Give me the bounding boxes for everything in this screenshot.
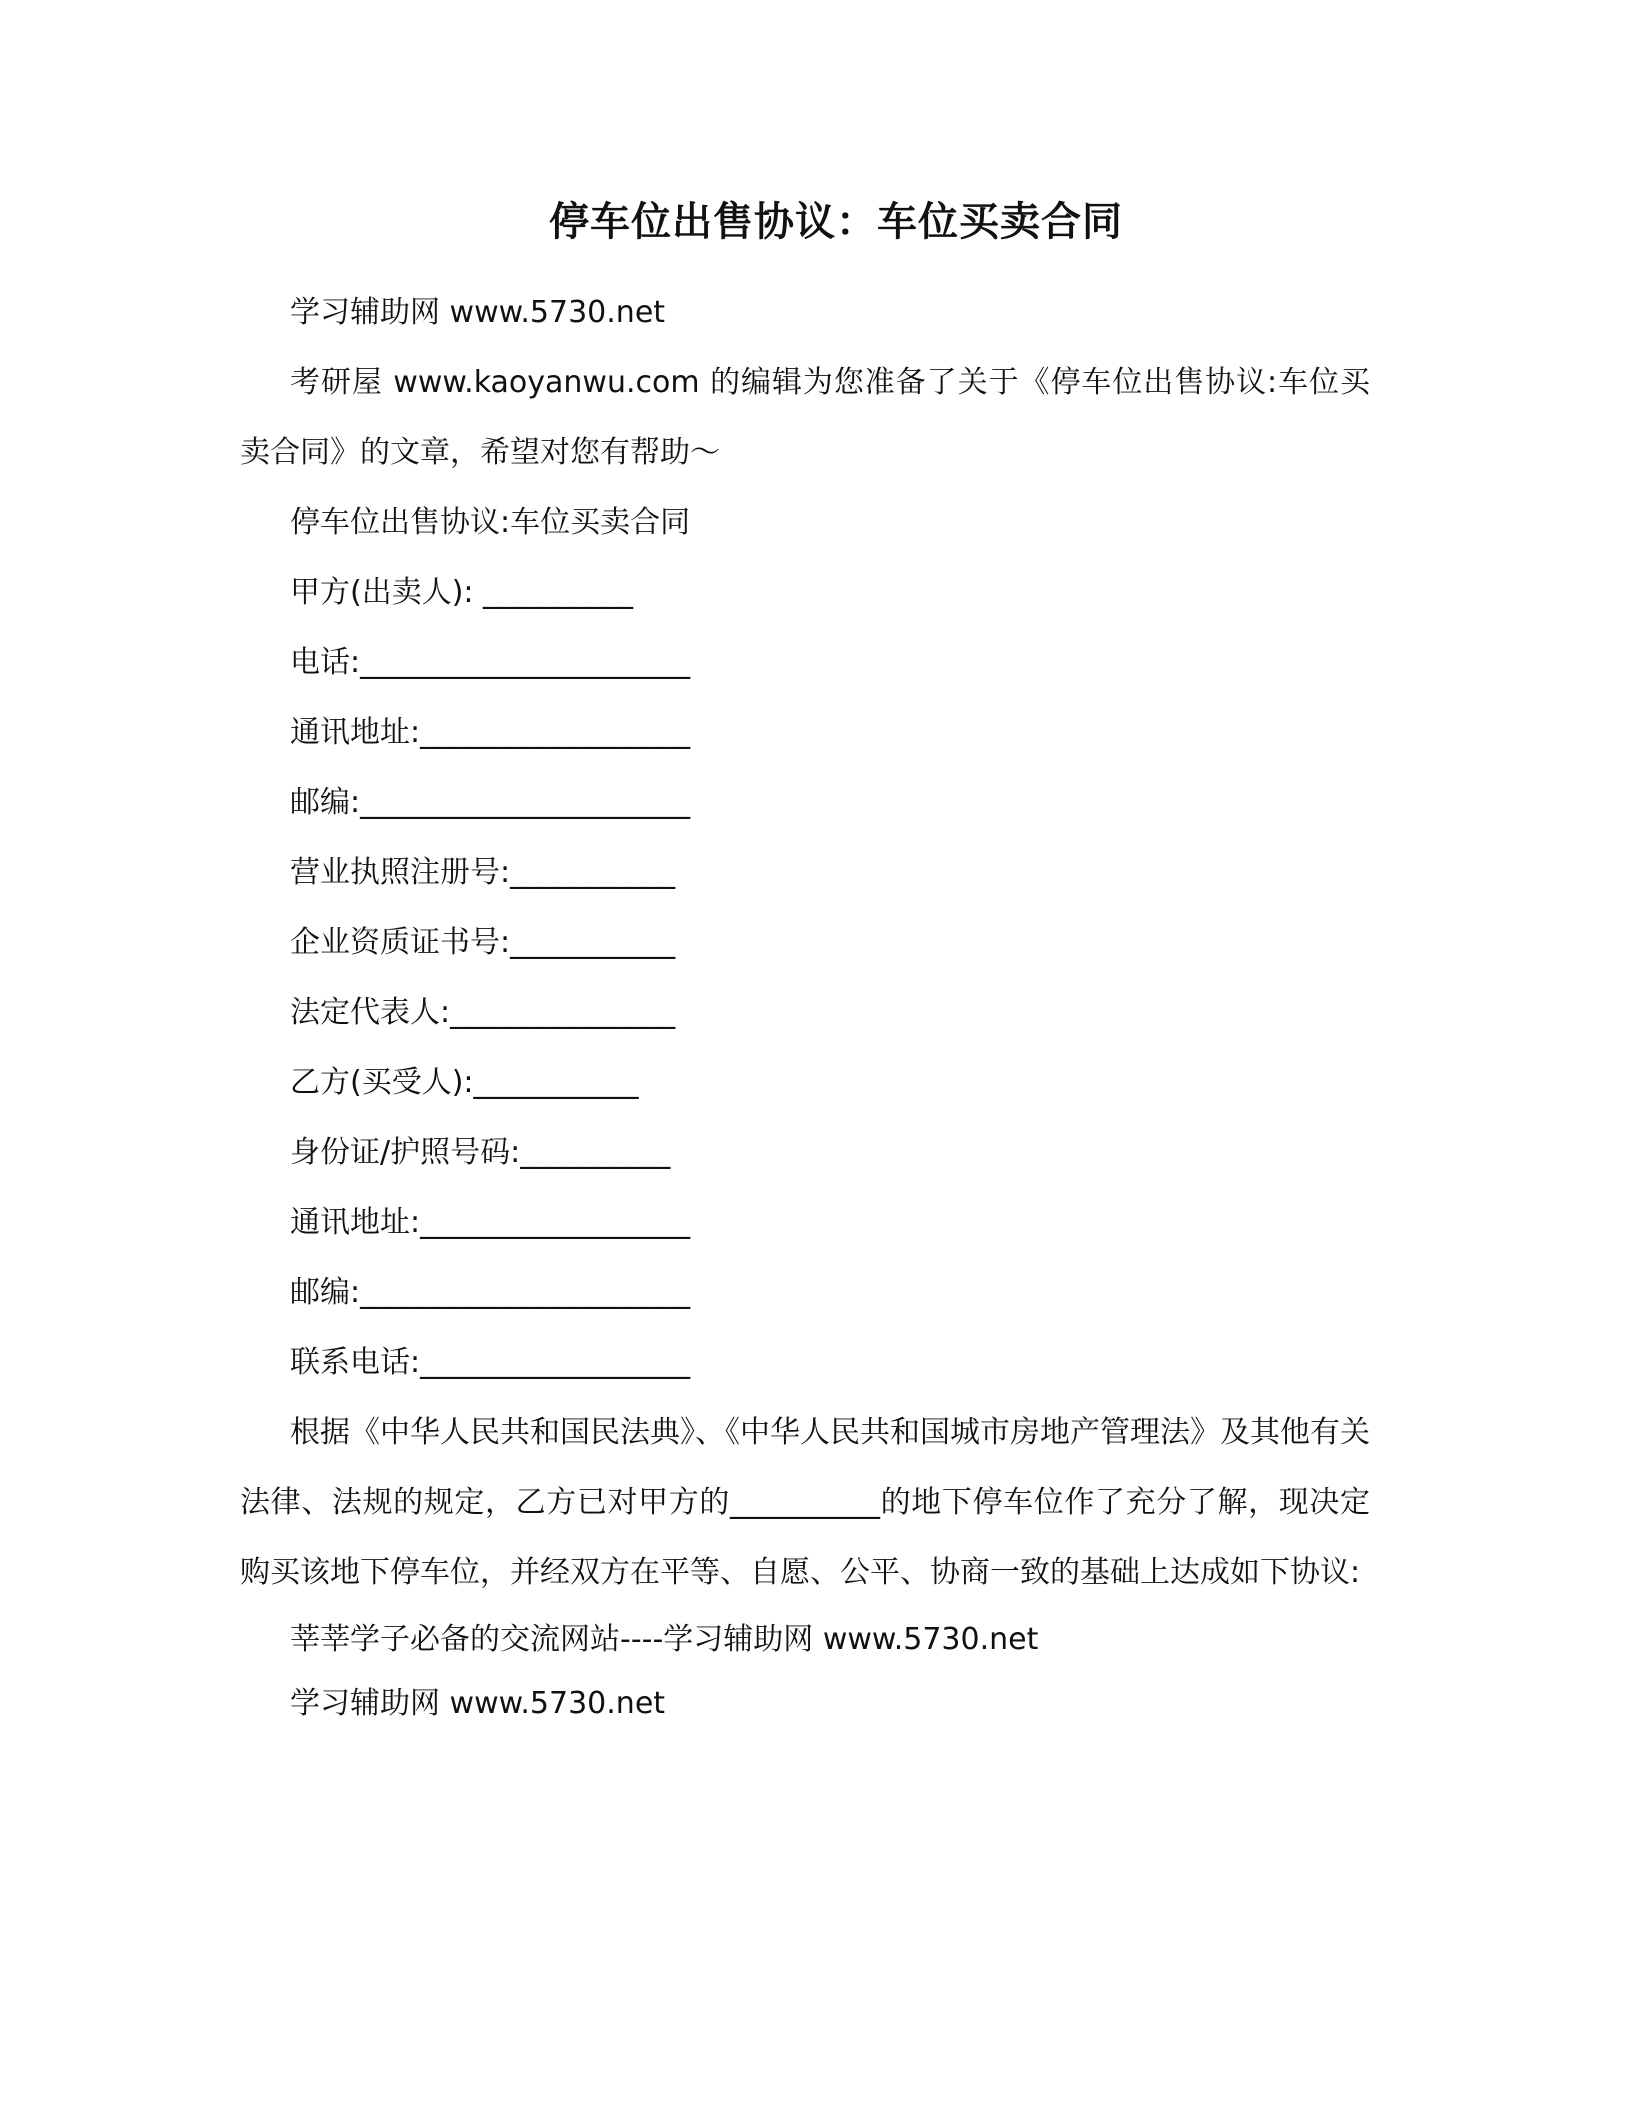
intro-paragraph: 考研屋 www.kaoyanwu.com 的编辑为您准备了关于《停车位出售协议:车位买卖合同》的文章，希望对您有帮助～ [240,365,1370,470]
document-title: 停车位出售协议：车位买卖合同 [549,199,1123,245]
agreement-paragraph: 根据《中华人民共和国民法典》、《中华人民共和国城市房地产管理法》及其他有关法律、法规的规定，乙方已对甲方的__________的地下停车位作了充分了解，现决定购买该地下停车位，并经双方在平等、自愿、公平、协商一致的基础上达成如下协议: [240,1415,1370,1590]
party-b-address-field: 通讯地址:__________________ [290,1205,691,1240]
footer-site-line: 莘莘学子必备的交流网站----学习辅助网 www.5730.net [290,1622,1039,1657]
party-b-id-field: 身份证/护照号码:__________ [290,1135,671,1170]
party-b-name-field: 乙方(买受人):___________ [290,1065,639,1100]
party-a-legal-rep-field: 法定代表人:_______________ [290,995,676,1030]
party-a-name-field: 甲方(出卖人): __________ [290,575,634,610]
party-b-phone-field: 联系电话:__________________ [290,1345,691,1380]
contract-subtitle: 停车位出售协议:车位买卖合同 [290,505,691,540]
document-body [240,278,1370,1736]
party-b-postcode-field: 邮编:______________________ [290,1275,691,1310]
party-a-phone-field: 电话:______________________ [290,645,691,680]
party-a-license-field: 营业执照注册号:___________ [290,855,676,890]
footer-site-line-2: 学习辅助网 www.5730.net [290,1686,666,1721]
party-a-qualification-field: 企业资质证书号:___________ [290,925,676,960]
party-a-address-field: 通讯地址:__________________ [290,715,691,750]
party-a-postcode-field: 邮编:______________________ [290,785,691,820]
site-line-top: 学习辅助网 www.5730.net [290,295,666,330]
